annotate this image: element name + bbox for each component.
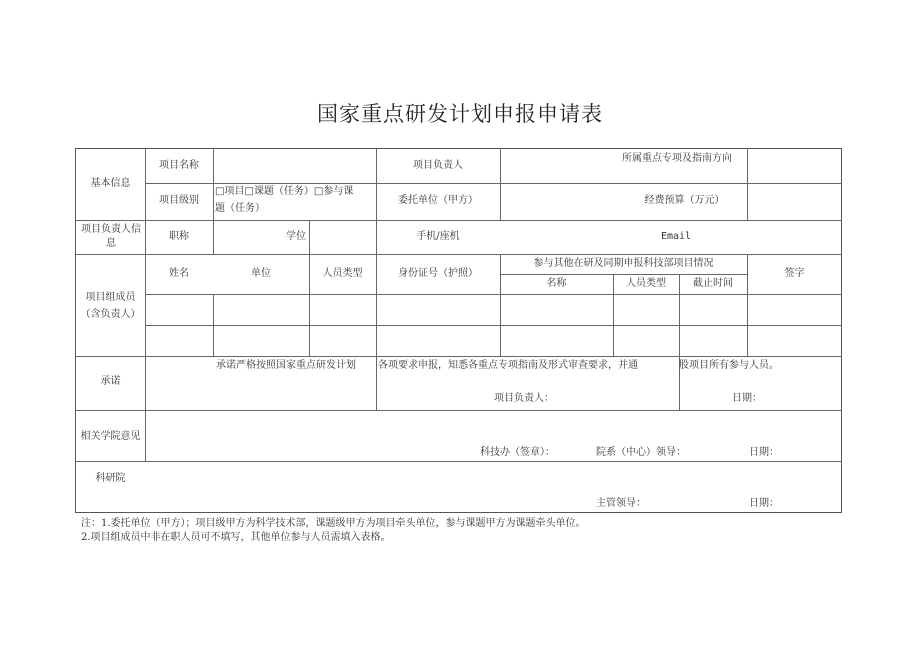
label-email: Email: [660, 231, 692, 242]
col-type: 人员类型: [322, 268, 363, 279]
research-date[interactable]: 日期：: [749, 498, 779, 509]
col-other-projects: 参与其他在研及同期申报科技部项目情况: [533, 258, 714, 269]
row-line: [500, 274, 747, 275]
label-phone: 手机/座机: [416, 231, 460, 242]
note-1: 注：1.委托单位（甲方）；项目级甲方为科学技术部，课题级甲方为项目牵头单位，参与课题甲方为课题牵头单位。: [81, 518, 586, 529]
label-title: 职称: [169, 231, 189, 242]
label-budget: 经费预算（万元）: [644, 195, 725, 206]
application-table: [75, 148, 842, 513]
research-leader[interactable]: 主管领导：: [596, 498, 646, 509]
section-research-office: 科研院: [95, 473, 126, 484]
row-line: [145, 183, 842, 184]
guide-direction-field[interactable]: [748, 150, 841, 182]
col-other-deadline: 截止时间: [693, 278, 733, 289]
section-college: 相关学院意见: [80, 431, 141, 442]
label-degree: 学位: [286, 231, 306, 242]
col-id: 身份证号（护照）: [398, 268, 478, 279]
section-commitment: 承诺: [100, 376, 121, 387]
commitment-date[interactable]: 日期：: [732, 393, 762, 404]
commitment-text-part3: 股项目所有参与人员。: [679, 360, 779, 371]
col-unit: 单位: [251, 268, 271, 279]
label-project-level: 项目级别: [159, 195, 199, 206]
col-name: 姓名: [169, 268, 189, 279]
note-2: 2.项目组成员中非在职人员可不填写，其他单位参与人员需填入表格。: [81, 532, 391, 543]
entrusting-unit-field[interactable]: [501, 184, 621, 219]
section-leader-info: 项目负责人信息: [81, 224, 141, 249]
row-line: [145, 325, 842, 326]
form-title: 国家重点研发计划申报申请表: [317, 102, 603, 126]
label-project-leader: 项目负责人: [413, 160, 463, 171]
section-members-line1: 项目组成员: [85, 292, 136, 303]
col-line: [679, 274, 680, 410]
level-options-line1[interactable]: □项目□课题（任务）□参与课: [215, 186, 354, 197]
row-line: [76, 254, 842, 255]
college-date[interactable]: 日期：: [749, 447, 779, 458]
row-line: [76, 461, 842, 462]
commitment-leader-sign[interactable]: 项目负责人：: [494, 393, 554, 404]
col-other-type: 人员类型: [626, 278, 666, 289]
row-line: [76, 410, 842, 411]
college-dept-leader[interactable]: 院系（中心）领导：: [596, 447, 686, 458]
label-guide-direction: 所属重点专项及指南方向: [622, 153, 732, 164]
section-members-line2: （含负责人）: [80, 309, 141, 320]
commitment-text-part2: 各项要求申报，知悉各重点专项指南及形式审查要求，并通: [378, 360, 638, 371]
budget-field[interactable]: [748, 184, 841, 219]
col-signature: 签字: [784, 268, 805, 279]
college-tech-office[interactable]: 科技办（签章）：: [480, 447, 555, 458]
section-basic-info: 基本信息: [90, 178, 131, 189]
row-line: [145, 294, 842, 295]
col-other-name: 名称: [546, 278, 567, 289]
row-line: [76, 220, 842, 221]
level-options-line2[interactable]: 题（任务）: [215, 203, 265, 214]
label-entrusting-unit: 委托单位（甲方）: [398, 195, 478, 206]
row-line: [76, 356, 842, 357]
col-line: [213, 294, 214, 356]
commitment-text-part1: 承诺严格按照国家重点研发计划: [216, 360, 356, 371]
label-project-name: 项目名称: [159, 160, 199, 171]
project-name-field[interactable]: [214, 150, 375, 182]
